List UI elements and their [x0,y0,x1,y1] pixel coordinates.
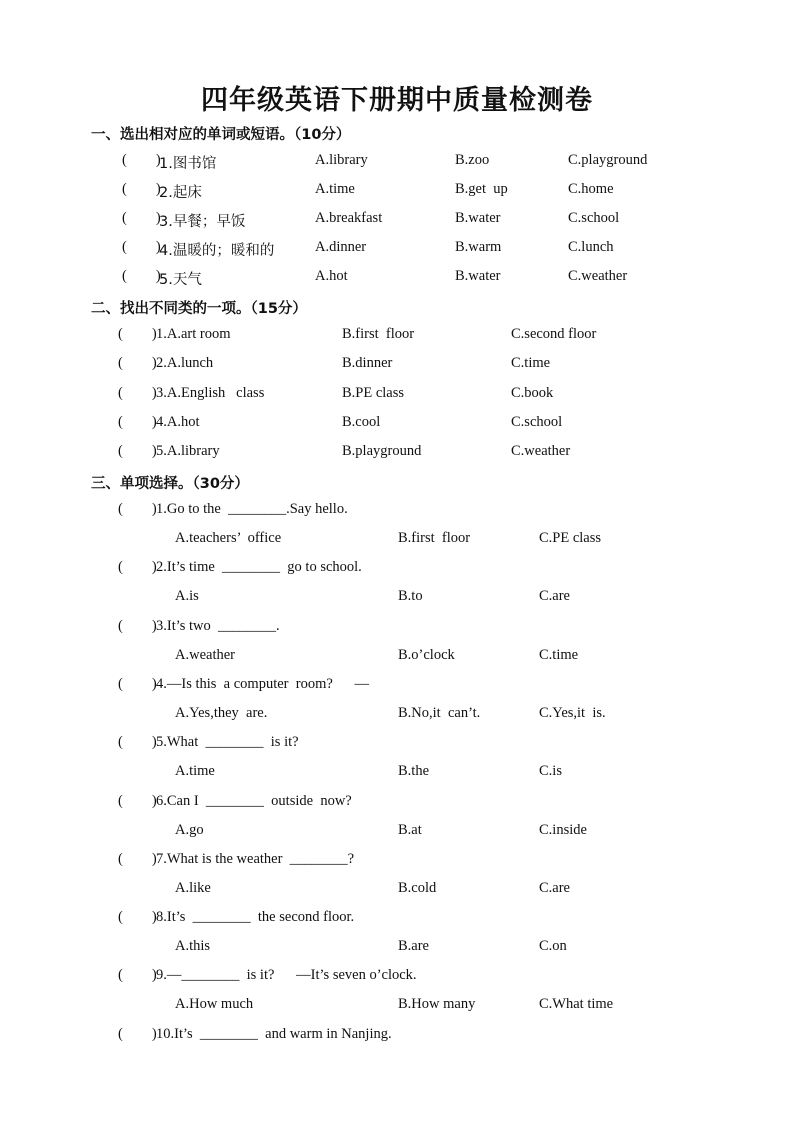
option-b[interactable]: B.cold [398,880,437,896]
question-row [0,385,794,407]
answer-blank[interactable]: ( ) [118,414,157,430]
question-row [0,1026,794,1048]
question-text: 1.Go to the ________.Say hello. [156,501,348,517]
section-1-heading: 一、选出相对应的单词或短语。（10分） [91,127,351,143]
answer-blank[interactable]: ( ) [118,1026,157,1042]
question-row [0,239,794,261]
option-c: C.school [568,210,620,226]
answer-blank[interactable]: ( ) [118,676,157,692]
question-text: 3.It’s two ________. [156,618,280,634]
question-text: 4.A.hot [156,414,200,430]
options-row [0,763,794,785]
option-c[interactable]: C.PE class [539,530,602,546]
option-b[interactable]: B.the [398,763,430,779]
option-b: B.zoo [455,152,490,168]
answer-blank[interactable]: ( ) [122,239,161,255]
question-text: 5.What ________ is it? [156,734,299,750]
option-b: B.get up [455,181,508,197]
option-b: B.PE class [342,385,405,401]
question-row [0,909,794,931]
question-row [0,355,794,377]
option-c[interactable]: C.are [539,880,570,896]
option-b[interactable]: B.to [398,588,423,604]
question-row [0,414,794,436]
section-2-heading: 二、找出不同类的一项。（15分） [91,301,307,317]
answer-blank[interactable]: ( ) [122,181,161,197]
answer-blank[interactable]: ( ) [118,909,157,925]
option-c: C.time [511,355,551,371]
options-row [0,647,794,669]
option-a: A.hot [315,268,348,284]
answer-blank[interactable]: ( ) [122,210,161,226]
option-c: C.playground [568,152,648,168]
question-text: 3.A.English class [156,385,265,401]
answer-blank[interactable]: ( ) [118,385,157,401]
question-text: 7.What is the weather ________? [156,851,355,867]
options-row [0,530,794,552]
answer-blank[interactable]: ( ) [118,326,157,342]
question-row [0,443,794,465]
option-a: A.breakfast [315,210,383,226]
option-b[interactable]: B.at [398,822,422,838]
answer-blank[interactable]: ( ) [118,851,157,867]
question-text: 2.A.lunch [156,355,214,371]
answer-blank[interactable]: ( ) [118,501,157,517]
question-row [0,734,794,756]
question-row [0,618,794,640]
question-text: 9.—________ is it? —It’s seven o’clock. [156,967,417,983]
option-c[interactable]: C.Yes,it is. [539,705,606,721]
options-row [0,822,794,844]
option-a[interactable]: A.Yes,they are. [175,705,268,721]
option-b: B.warm [455,239,502,255]
option-b[interactable]: B.o’clock [398,647,455,663]
option-c: C.weather [568,268,628,284]
answer-blank[interactable]: ( ) [118,967,157,983]
option-a: A.time [315,181,355,197]
option-a[interactable]: A.How much [175,996,254,1012]
option-c[interactable]: C.are [539,588,570,604]
answer-blank[interactable]: ( ) [118,559,157,575]
answer-blank[interactable]: ( ) [122,268,161,284]
option-c[interactable]: C.What time [539,996,614,1012]
option-c: C.book [511,385,554,401]
option-b: B.dinner [342,355,393,371]
option-a[interactable]: A.this [175,938,211,954]
option-a[interactable]: A.weather [175,647,235,663]
option-b: B.cool [342,414,381,430]
option-b[interactable]: B.first floor [398,530,471,546]
question-text: 10.It’s ________ and warm in Nanjing. [156,1026,392,1042]
option-a[interactable]: A.is [175,588,199,604]
section-3-heading: 三、单项选择。（30分） [91,476,249,492]
answer-blank[interactable]: ( ) [118,793,157,809]
options-row [0,880,794,902]
answer-blank[interactable]: ( ) [122,152,161,168]
question-row [0,676,794,698]
option-c: C.lunch [568,239,614,255]
option-b: B.playground [342,443,422,459]
option-b: B.first floor [342,326,415,342]
options-row [0,588,794,610]
question-row [0,181,794,203]
options-row [0,705,794,727]
option-b[interactable]: B.are [398,938,429,954]
options-row [0,938,794,960]
question-text: 3.早餐；早饭 [159,214,246,230]
question-text: 5.天气 [159,272,202,288]
option-a: A.library [315,152,368,168]
option-a[interactable]: A.go [175,822,204,838]
question-text: 6.Can I ________ outside now? [156,793,352,809]
question-row [0,268,794,290]
option-c[interactable]: C.time [539,647,579,663]
question-text: 5.A.library [156,443,220,459]
answer-blank[interactable]: ( ) [118,355,157,371]
question-text: 2.起床 [159,185,202,201]
option-c: C.second floor [511,326,597,342]
question-text: 8.It’s ________ the second floor. [156,909,355,925]
option-a[interactable]: A.time [175,763,215,779]
question-text: 4.温暖的；暖和的 [159,243,275,259]
question-text: 1.A.art room [156,326,231,342]
question-row [0,326,794,348]
question-row [0,501,794,523]
option-c: C.home [568,181,614,197]
question-row [0,152,794,174]
question-text: 2.It’s time ________ go to school. [156,559,362,575]
answer-blank[interactable]: ( ) [118,443,157,459]
question-row [0,793,794,815]
option-a[interactable]: A.teachers’ office [175,530,282,546]
options-row [0,996,794,1018]
option-c[interactable]: C.is [539,763,562,779]
option-c[interactable]: C.on [539,938,567,954]
option-c[interactable]: C.inside [539,822,587,838]
option-b[interactable]: B.How many [398,996,476,1012]
option-a: A.dinner [315,239,367,255]
answer-blank[interactable]: ( ) [118,734,157,750]
option-b[interactable]: B.No,it can’t. [398,705,481,721]
option-c: C.school [511,414,563,430]
question-text: 1.图书馆 [159,156,217,172]
option-c: C.weather [511,443,571,459]
question-row [0,967,794,989]
option-b: B.water [455,268,501,284]
page-title: 四年级英语下册期中质量检测卷 [201,85,593,116]
answer-blank[interactable]: ( ) [118,618,157,634]
option-b: B.water [455,210,501,226]
question-row [0,851,794,873]
question-text: 4.—Is this a computer room? — [156,676,370,692]
option-a[interactable]: A.like [175,880,211,896]
question-row [0,210,794,232]
question-row [0,559,794,581]
